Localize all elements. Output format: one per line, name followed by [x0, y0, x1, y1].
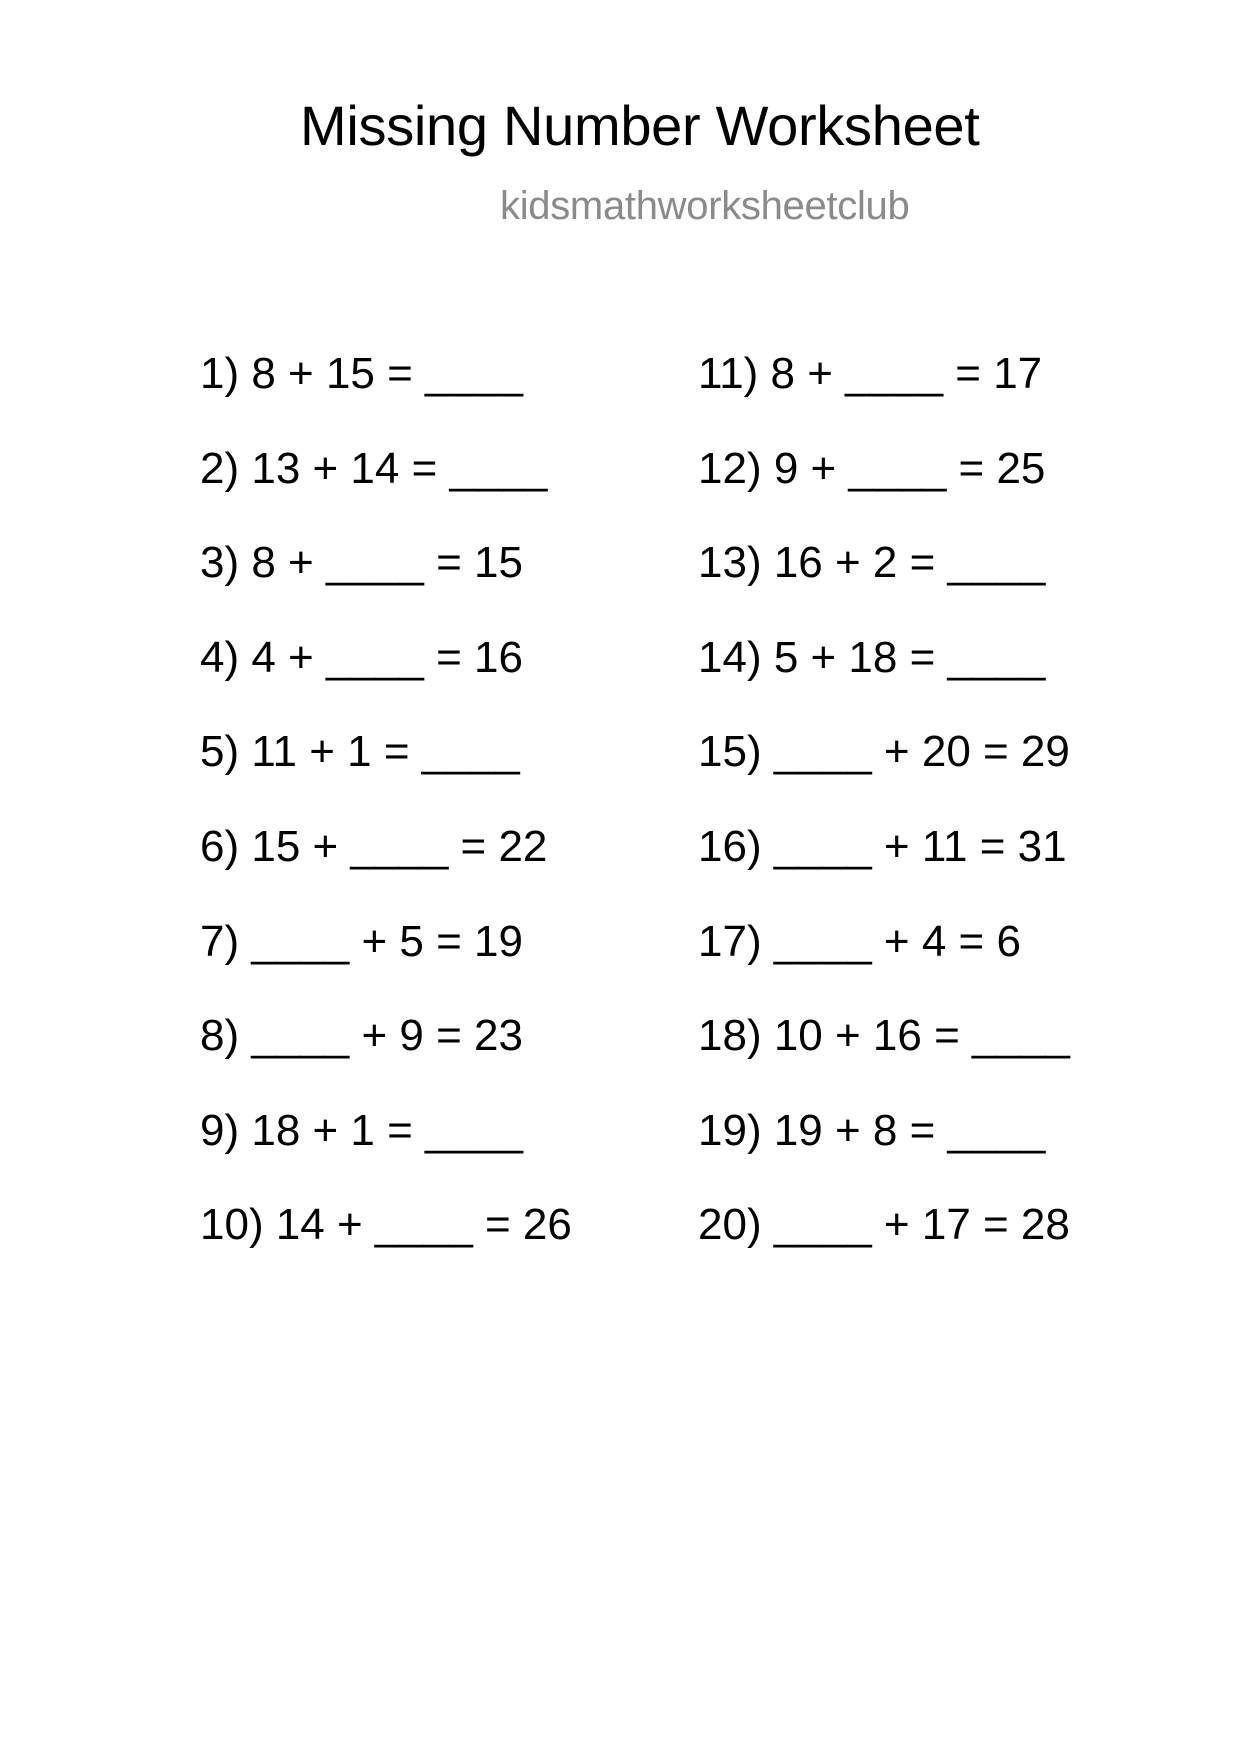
problem-15: 15) ____ + 20 = 29	[698, 727, 1070, 777]
left-problem-column	[200, 349, 572, 1298]
problem-7: 7) ____ + 5 = 19	[200, 916, 523, 966]
page-title: Missing Number Worksheet	[300, 94, 980, 157]
problem-17: 17) ____ + 4 = 6	[698, 916, 1021, 966]
problem-14: 14) 5 + 18 = ____	[698, 632, 1046, 682]
problem-19: 19) 19 + 8 = ____	[698, 1105, 1046, 1155]
problem-16: 16) ____ + 11 = 31	[698, 821, 1067, 871]
problem-20: 20) ____ + 17 = 28	[698, 1200, 1070, 1250]
problem-10: 10) 14 + ____ = 26	[200, 1200, 572, 1250]
problem-11: 11) 8 + ____ = 17	[698, 349, 1043, 398]
problem-13: 13) 16 + 2 = ____	[698, 538, 1046, 588]
problem-12: 12) 9 + ____ = 25	[698, 443, 1046, 493]
problem-1: 1) 8 + 15 = ____	[200, 349, 523, 398]
right-problem-column	[698, 349, 1070, 1298]
problem-5: 5) 11 + 1 = ____	[200, 727, 520, 777]
problem-4: 4) 4 + ____ = 16	[200, 632, 523, 682]
problem-9: 9) 18 + 1 = ____	[200, 1105, 523, 1155]
problem-18: 18) 10 + 16 = ____	[698, 1011, 1070, 1061]
problem-8: 8) ____ + 9 = 23	[200, 1011, 523, 1061]
page-subtitle: kidsmathworksheetclub	[500, 184, 910, 228]
problem-6: 6) 15 + ____ = 22	[200, 821, 548, 871]
problem-3: 3) 8 + ____ = 15	[200, 538, 523, 588]
problem-2: 2) 13 + 14 = ____	[200, 443, 548, 493]
